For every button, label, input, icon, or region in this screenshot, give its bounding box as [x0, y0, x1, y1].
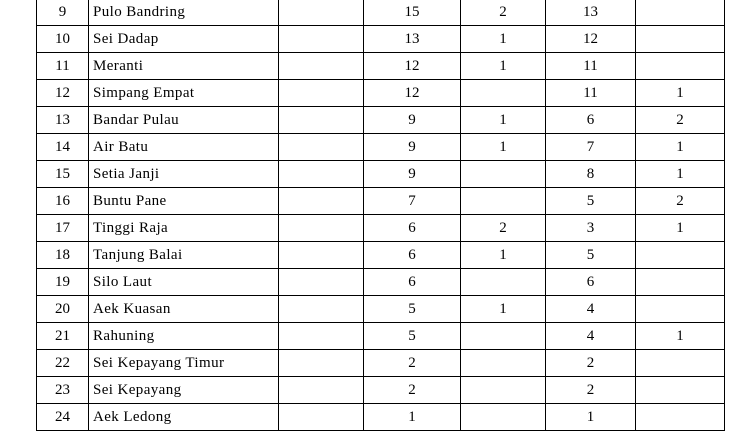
- table-row: [37, 404, 725, 431]
- cell-name: Sei Dadap: [89, 26, 279, 53]
- table-row: [37, 242, 725, 269]
- cell-no: 19: [37, 269, 89, 296]
- cell-col-e: 6: [546, 269, 636, 296]
- cell-col-f: [636, 269, 725, 296]
- cell-col-b: [279, 404, 364, 431]
- cell-no: 11: [37, 53, 89, 80]
- cell-col-c: 2: [364, 350, 461, 377]
- cell-no: 23: [37, 377, 89, 404]
- cell-col-d: 1: [461, 53, 546, 80]
- cell-col-e: 12: [546, 26, 636, 53]
- cell-name: Aek Ledong: [89, 404, 279, 431]
- cell-col-b: [279, 26, 364, 53]
- cell-col-b: [279, 80, 364, 107]
- table-body: [37, 0, 725, 431]
- cell-col-d: 1: [461, 296, 546, 323]
- cell-col-d: 1: [461, 107, 546, 134]
- table-row: [37, 350, 725, 377]
- cell-col-b: [279, 107, 364, 134]
- cell-col-b: [279, 377, 364, 404]
- cell-col-b: [279, 0, 364, 26]
- cell-col-c: 2: [364, 377, 461, 404]
- cell-name: Pulo Bandring: [89, 0, 279, 26]
- cell-col-e: 11: [546, 80, 636, 107]
- cell-col-d: [461, 404, 546, 431]
- cell-col-e: 6: [546, 107, 636, 134]
- table-row: [37, 80, 725, 107]
- cell-col-f: [636, 53, 725, 80]
- table-row: [37, 53, 725, 80]
- cell-col-c: 6: [364, 215, 461, 242]
- cell-col-e: 4: [546, 323, 636, 350]
- cell-col-f: [636, 377, 725, 404]
- cell-col-d: 2: [461, 0, 546, 26]
- cell-col-d: 1: [461, 242, 546, 269]
- data-table: [36, 0, 725, 431]
- cell-col-c: 5: [364, 296, 461, 323]
- cell-name: Sei Kepayang: [89, 377, 279, 404]
- cell-col-f: 1: [636, 323, 725, 350]
- cell-col-b: [279, 296, 364, 323]
- cell-no: 20: [37, 296, 89, 323]
- cell-col-c: 6: [364, 269, 461, 296]
- table-row: [37, 134, 725, 161]
- cell-col-f: [636, 296, 725, 323]
- table-row: [37, 377, 725, 404]
- cell-name: Tanjung Balai: [89, 242, 279, 269]
- cell-col-d: [461, 323, 546, 350]
- cell-no: 9: [37, 0, 89, 26]
- cell-col-f: 2: [636, 188, 725, 215]
- table-row: [37, 26, 725, 53]
- cell-no: 13: [37, 107, 89, 134]
- cell-col-e: 1: [546, 404, 636, 431]
- cell-col-c: 12: [364, 80, 461, 107]
- table-row: [37, 269, 725, 296]
- cell-no: 22: [37, 350, 89, 377]
- cell-col-f: 1: [636, 215, 725, 242]
- cell-no: 14: [37, 134, 89, 161]
- cell-col-c: 7: [364, 188, 461, 215]
- cell-no: 24: [37, 404, 89, 431]
- cell-col-f: 1: [636, 80, 725, 107]
- cell-col-b: [279, 269, 364, 296]
- cell-col-b: [279, 323, 364, 350]
- cell-col-d: 1: [461, 134, 546, 161]
- table-row: [37, 323, 725, 350]
- cell-name: Setia Janji: [89, 161, 279, 188]
- cell-name: Rahuning: [89, 323, 279, 350]
- cell-col-c: 15: [364, 0, 461, 26]
- cell-no: 10: [37, 26, 89, 53]
- cell-col-e: 5: [546, 188, 636, 215]
- cell-col-d: [461, 188, 546, 215]
- cell-col-b: [279, 350, 364, 377]
- cell-col-d: [461, 80, 546, 107]
- cell-col-c: 5: [364, 323, 461, 350]
- cell-col-e: 3: [546, 215, 636, 242]
- cell-col-f: [636, 350, 725, 377]
- cell-col-d: 1: [461, 26, 546, 53]
- table-row: [37, 0, 725, 26]
- cell-col-d: [461, 269, 546, 296]
- cell-col-e: 4: [546, 296, 636, 323]
- cell-name: Aek Kuasan: [89, 296, 279, 323]
- cell-col-f: [636, 242, 725, 269]
- cell-col-b: [279, 53, 364, 80]
- cell-col-b: [279, 215, 364, 242]
- cell-col-f: [636, 0, 725, 26]
- cell-name: Simpang Empat: [89, 80, 279, 107]
- cell-col-e: 2: [546, 350, 636, 377]
- cell-col-c: 9: [364, 161, 461, 188]
- cell-col-d: [461, 377, 546, 404]
- cell-col-c: 13: [364, 26, 461, 53]
- cell-col-e: 7: [546, 134, 636, 161]
- cell-col-e: 13: [546, 0, 636, 26]
- cell-name: Bandar Pulau: [89, 107, 279, 134]
- cell-name: Silo Laut: [89, 269, 279, 296]
- cell-col-f: [636, 404, 725, 431]
- table-row: [37, 215, 725, 242]
- table-row: [37, 161, 725, 188]
- table-row: [37, 107, 725, 134]
- cell-name: Buntu Pane: [89, 188, 279, 215]
- cell-col-b: [279, 188, 364, 215]
- table-row: [37, 296, 725, 323]
- cell-col-c: 12: [364, 53, 461, 80]
- cell-name: Meranti: [89, 53, 279, 80]
- cell-col-c: 9: [364, 134, 461, 161]
- cell-no: 16: [37, 188, 89, 215]
- cell-col-e: 2: [546, 377, 636, 404]
- cell-col-d: [461, 350, 546, 377]
- cell-col-f: 1: [636, 134, 725, 161]
- cell-name: Air Batu: [89, 134, 279, 161]
- cell-col-e: 5: [546, 242, 636, 269]
- cell-col-f: 1: [636, 161, 725, 188]
- cell-col-b: [279, 161, 364, 188]
- cell-no: 18: [37, 242, 89, 269]
- cell-col-c: 9: [364, 107, 461, 134]
- cell-name: Sei Kepayang Timur: [89, 350, 279, 377]
- cell-col-b: [279, 242, 364, 269]
- cell-no: 12: [37, 80, 89, 107]
- table-row: [37, 188, 725, 215]
- cell-col-b: [279, 134, 364, 161]
- cell-col-c: 1: [364, 404, 461, 431]
- cell-col-d: 2: [461, 215, 546, 242]
- cell-col-e: 8: [546, 161, 636, 188]
- cell-no: 21: [37, 323, 89, 350]
- cell-col-d: [461, 161, 546, 188]
- cell-no: 17: [37, 215, 89, 242]
- cell-col-c: 6: [364, 242, 461, 269]
- cell-col-e: 11: [546, 53, 636, 80]
- cell-no: 15: [37, 161, 89, 188]
- cell-col-f: [636, 26, 725, 53]
- cell-col-f: 2: [636, 107, 725, 134]
- cell-name: Tinggi Raja: [89, 215, 279, 242]
